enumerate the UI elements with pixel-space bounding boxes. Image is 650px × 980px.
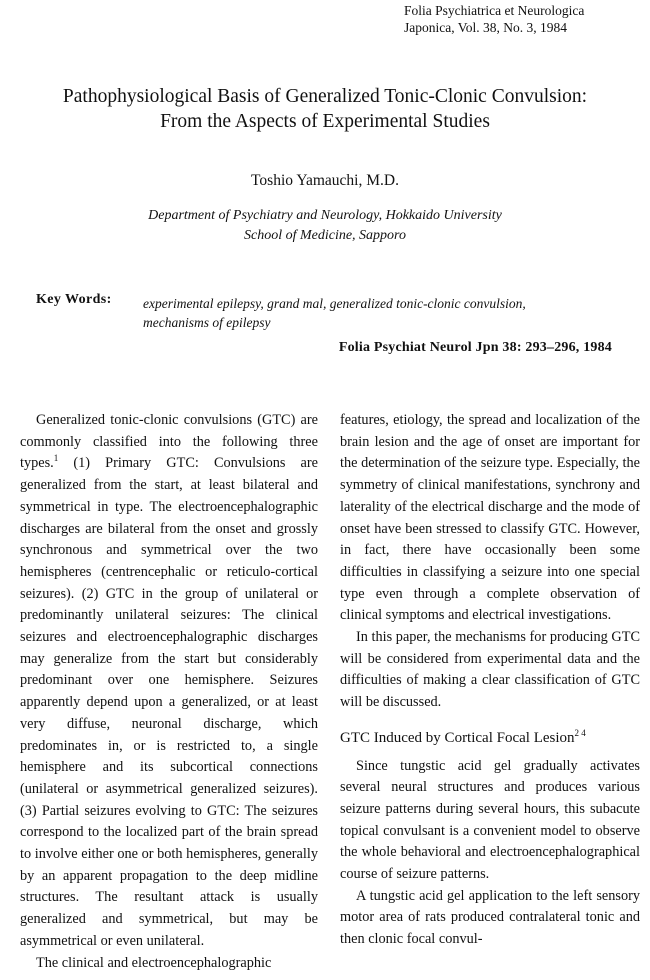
- affiliation-line-2: School of Medicine, Sapporo: [243, 228, 406, 243]
- reference-marker: 2 4: [574, 727, 586, 738]
- body-paragraph: features, etiology, the spread and localization of the brain lesion and the age of onset are important for the determination of the seizure type. Especially, the symmetry of clinical manifestations, synchrony and laterality of the electrical discharge and the mode of onset have been stressed to classify GTC. However, in fact, there have occasionally been some difficulties in classifying a seizure into one special type even through a complete observation of clinical symptoms and electrical investigations.: [340, 412, 640, 624]
- journal-volume-line: Japonica, Vol. 38, No. 3, 1984: [404, 20, 567, 35]
- section-heading-text: GTC Induced by Cortical Focal Lesion: [340, 729, 575, 746]
- body-paragraph: The clinical and electroencephalographic: [36, 954, 272, 971]
- left-column: [20, 410, 318, 974]
- keywords-list: [143, 294, 623, 332]
- title-line-2: From the Aspects of Experimental Studies: [160, 111, 490, 132]
- citation: Folia Psychiat Neurol Jpn 38: 293–296, 1984: [338, 340, 612, 355]
- body-paragraph: In this paper, the mechanisms for producing GTC will be considered from experimental data and the difficulties of making a clear classification of GTC will be discussed.: [340, 629, 640, 711]
- affiliation: [0, 206, 650, 246]
- journal-reference: [404, 2, 634, 36]
- section-heading: [340, 728, 640, 750]
- body-paragraph: Since tungstic acid gel gradually activates several neural structures and produces various seizure patterns during several hours, this subacute topical convulsant is a convenient model to observe the whole behavioral and electroencephalographical course of seizure patterns.: [340, 757, 640, 883]
- keywords-label: Key Words:: [36, 292, 112, 307]
- body-paragraph: A tungstic acid gel application to the left sensory motor area of rats produced contralateral tonic and then clonic focal convul-: [340, 887, 640, 948]
- reference-marker: 1: [53, 453, 59, 464]
- journal-name-line: Folia Psychiatrica et Neurologica: [404, 3, 585, 18]
- paragraph-text: Generalized tonic-clonic convulsions (GTC) are commonly classified into the following three types.: [20, 412, 318, 472]
- author-name: Toshio Yamauchi, M.D.: [251, 172, 399, 189]
- affiliation-line-1: Department of Psychiatry and Neurology, Hokkaido University: [148, 208, 502, 223]
- keywords-line-2: mechanisms of epilepsy: [143, 315, 271, 330]
- right-column: [340, 410, 640, 951]
- paper-title: [0, 84, 650, 134]
- paragraph-text: (1) Primary GTC: Convulsions are generalized from the start, at least bilateral and symmetrical in type. The electroencephalographic discharges are bilateral from the onset and grossly synchronous and symmetrical over the two hemispheres (centrencephalic or reticulo-cortical seizures). (2) GTC in the group of unilateral or predominantly unilateral seizures: The clinical seizures and electroencephalographic discharges may generalize from the start but considerably predominant over one hemisphere. Seizures apparently depend upon a generalized, or at least very diffuse, neuronal discharge, which predominates in, or is restricted to, a single hemisphere and its subcortical connections (unilateral or asymmetrical generalized seizures). (3) Partial seizures evolving to GTC: The seizures correspond to the localized part of the brain spread to involve either one or both hemispheres, generally by an apparent propagation to the deep midline structures. The resultant attack is usually generalized and symmetrical, but may be asymmetrical or even unilateral.: [20, 455, 318, 949]
- keywords-line-1: experimental epilepsy, grand mal, generalized tonic-clonic convulsion,: [143, 296, 526, 311]
- body-paragraph: [20, 410, 318, 953]
- title-line-1: Pathophysiological Basis of Generalized Tonic-Clonic Convulsion:: [62, 86, 588, 107]
